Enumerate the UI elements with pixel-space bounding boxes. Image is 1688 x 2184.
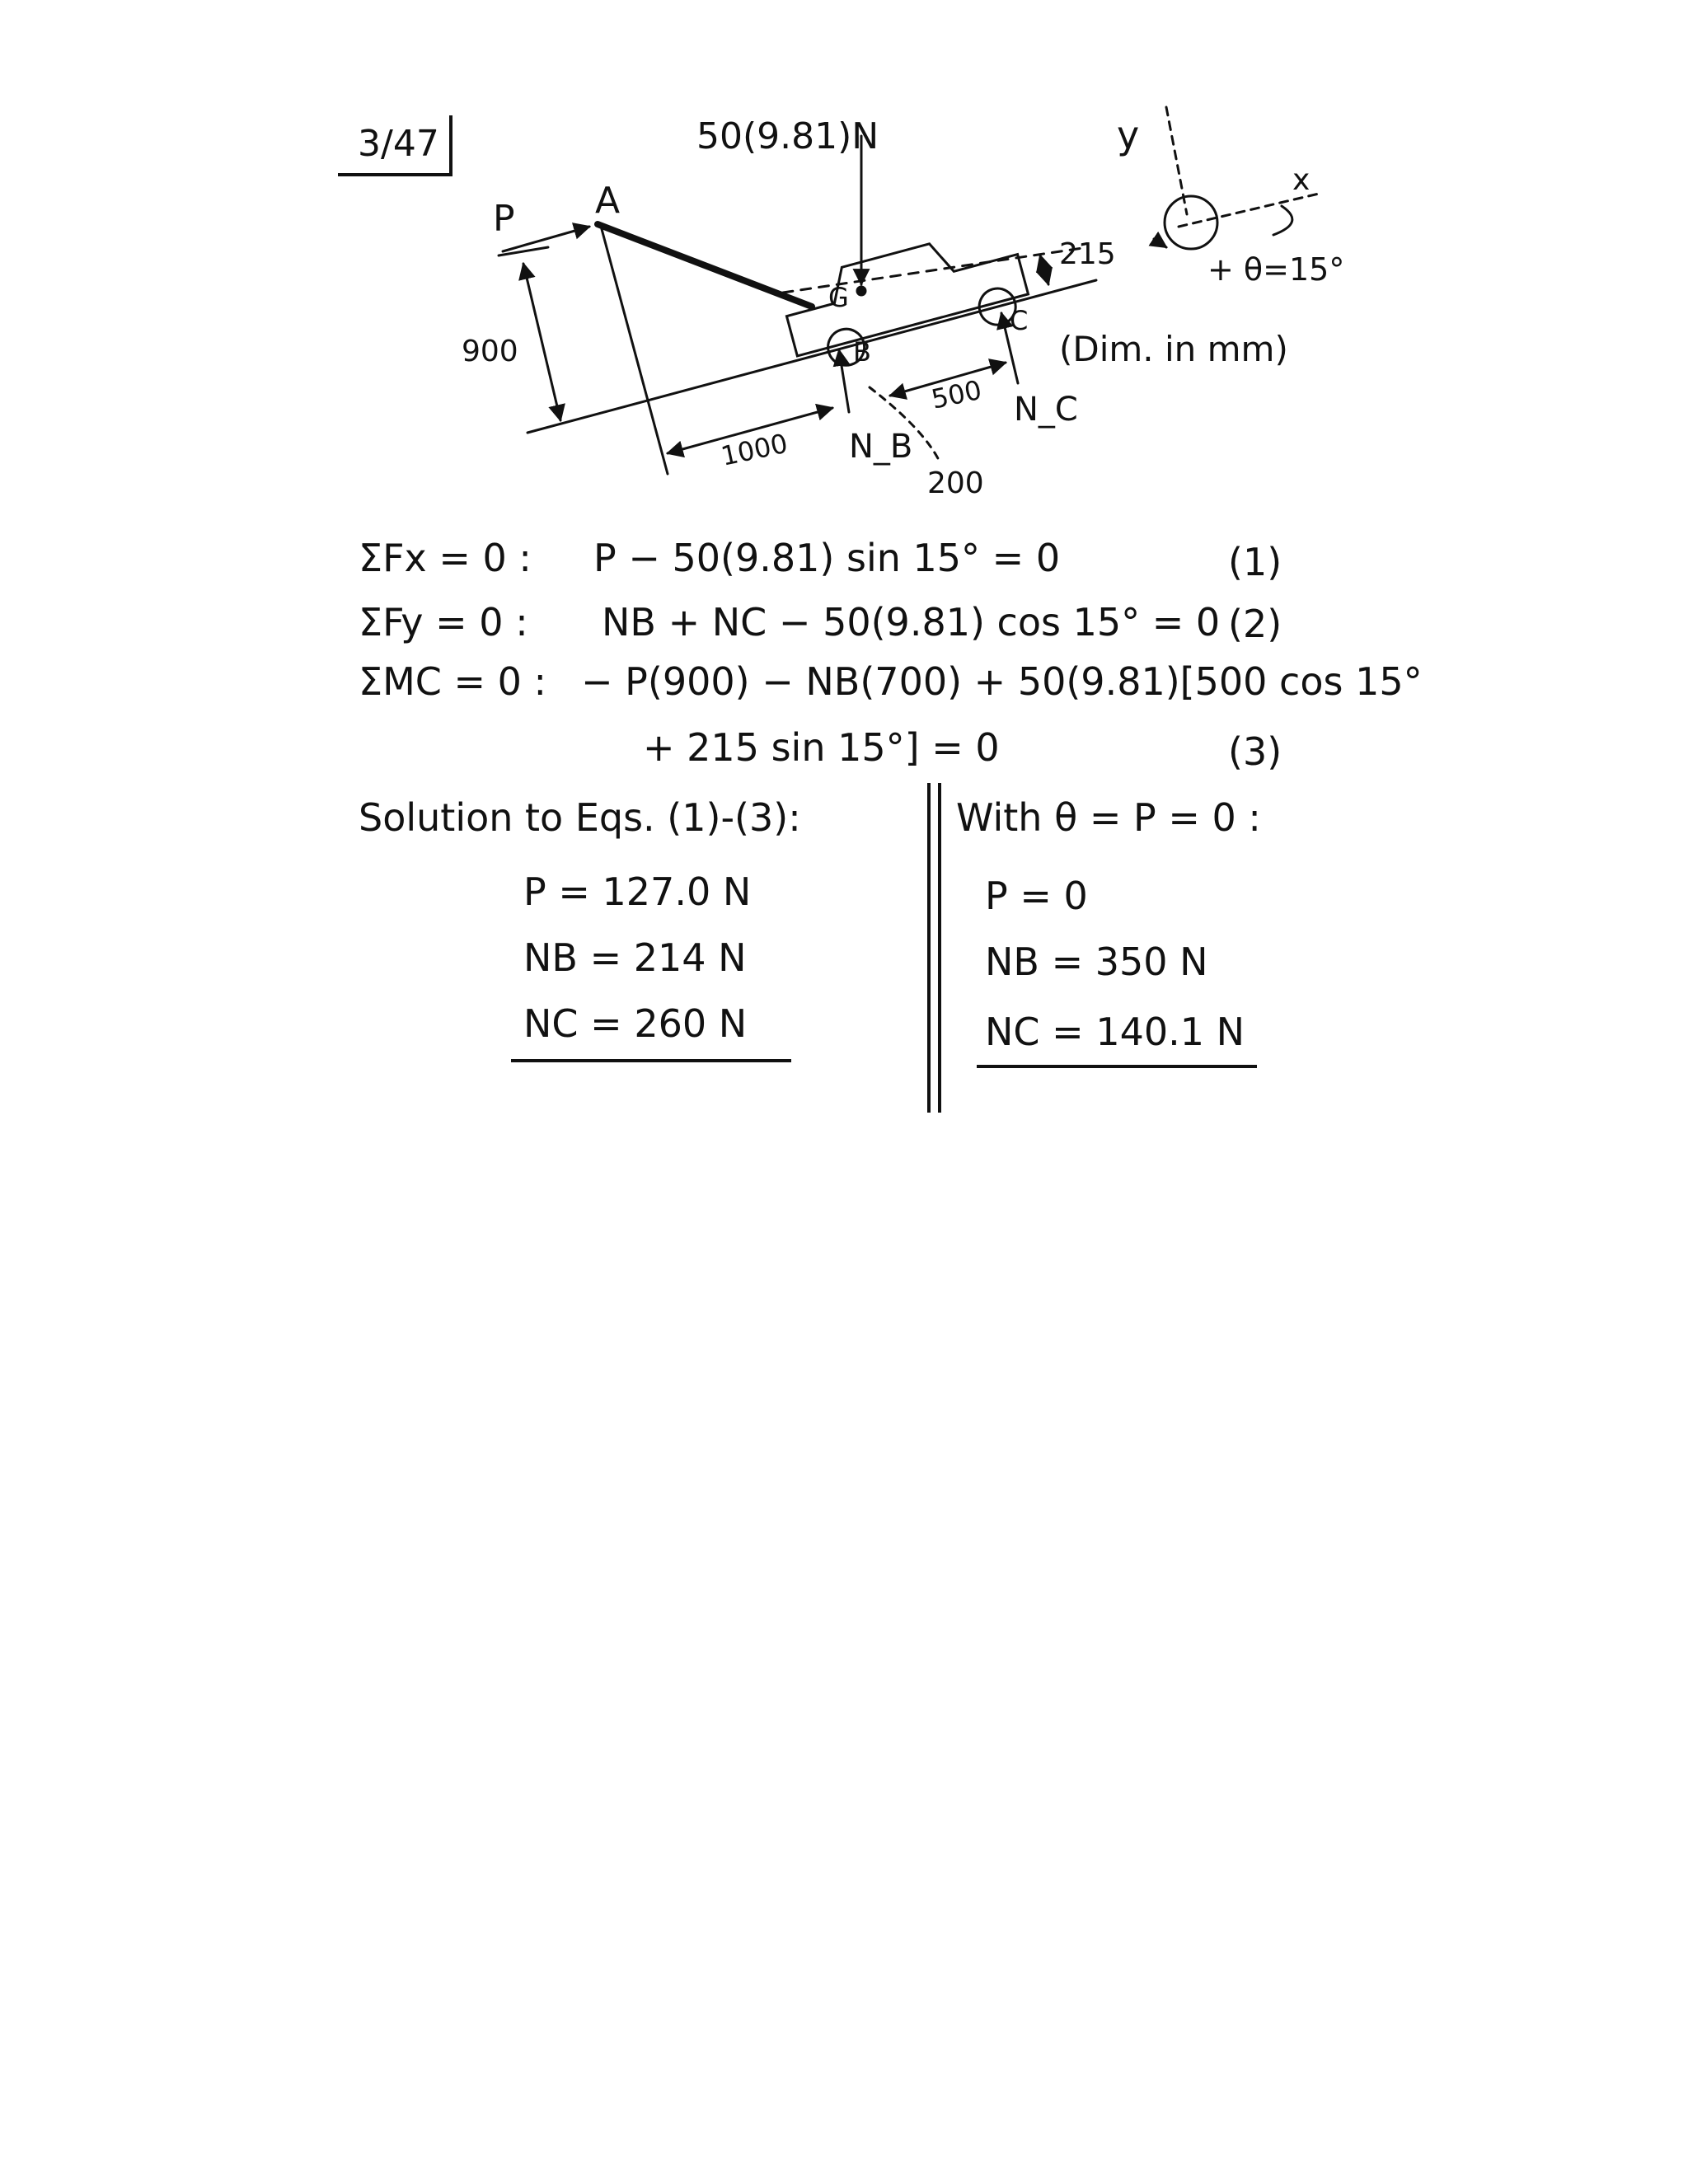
divider-right-line xyxy=(938,783,941,1113)
eq3-lhs: ΣMC = 0 : xyxy=(359,659,547,704)
force-NB-arrow xyxy=(839,350,849,412)
right-result-underline xyxy=(977,1065,1257,1068)
dim-500: 500 xyxy=(928,373,985,415)
solution-right-heading: With θ = P = 0 : xyxy=(956,795,1261,840)
weight-label: 50(9.81)N xyxy=(696,115,879,157)
label-NC: N_C xyxy=(1014,391,1078,429)
dim-900-line xyxy=(523,264,560,420)
label-B: B xyxy=(853,336,871,368)
eq3-body-line1: − P(900) − NB(700) + 50(9.81)[500 cos 15° xyxy=(581,659,1423,704)
left-result-NB: NB = 214 N xyxy=(523,935,747,980)
right-result-NB: NB = 350 N xyxy=(985,940,1208,984)
dim-1000: 1000 xyxy=(718,427,790,472)
dim-215: 215 xyxy=(1059,237,1116,271)
rotation-circle xyxy=(1165,196,1217,249)
label-P: P xyxy=(493,198,515,240)
left-result-underline xyxy=(511,1059,791,1062)
eq2-tag: (2) xyxy=(1228,602,1282,646)
eq3-body-line2: + 215 sin 15°] = 0 xyxy=(643,725,1000,770)
eq2-lhs: ΣFy = 0 : xyxy=(359,600,528,644)
point-G xyxy=(857,287,865,295)
axis-y-label: y xyxy=(1117,113,1140,157)
dim-900: 900 xyxy=(462,335,518,368)
divider-left-line xyxy=(927,783,931,1113)
eq1-body: P − 50(9.81) sin 15° = 0 xyxy=(593,536,1061,580)
left-result-NC: NC = 260 N xyxy=(523,1001,748,1046)
problem-number: 3/47 xyxy=(338,115,452,176)
label-NB: N_B xyxy=(849,428,913,466)
label-G: G xyxy=(828,282,849,313)
line-A-down xyxy=(602,229,668,474)
dim-200: 200 xyxy=(927,466,984,500)
units-note: (Dim. in mm) xyxy=(1059,329,1288,369)
eq1-tag: (1) xyxy=(1228,540,1282,584)
dim-215-line xyxy=(1040,255,1048,284)
eq1-lhs: ΣFx = 0 : xyxy=(359,536,532,580)
left-result-P: P = 127.0 N xyxy=(523,869,752,914)
angle-arc xyxy=(1273,206,1292,235)
solution-left-heading: Solution to Eqs. (1)-(3): xyxy=(359,795,801,840)
right-result-P: P = 0 xyxy=(985,874,1088,918)
label-A: A xyxy=(595,180,621,222)
angle-label: + θ=15° xyxy=(1207,251,1345,288)
tow-bar xyxy=(598,224,812,307)
axis-x-label: x xyxy=(1292,163,1311,197)
eq2-body: NB + NC − 50(9.81) cos 15° = 0 xyxy=(602,600,1221,644)
eq3-tag: (3) xyxy=(1228,729,1282,774)
label-C: C xyxy=(1010,305,1029,336)
right-result-NC: NC = 140.1 N xyxy=(985,1010,1245,1054)
